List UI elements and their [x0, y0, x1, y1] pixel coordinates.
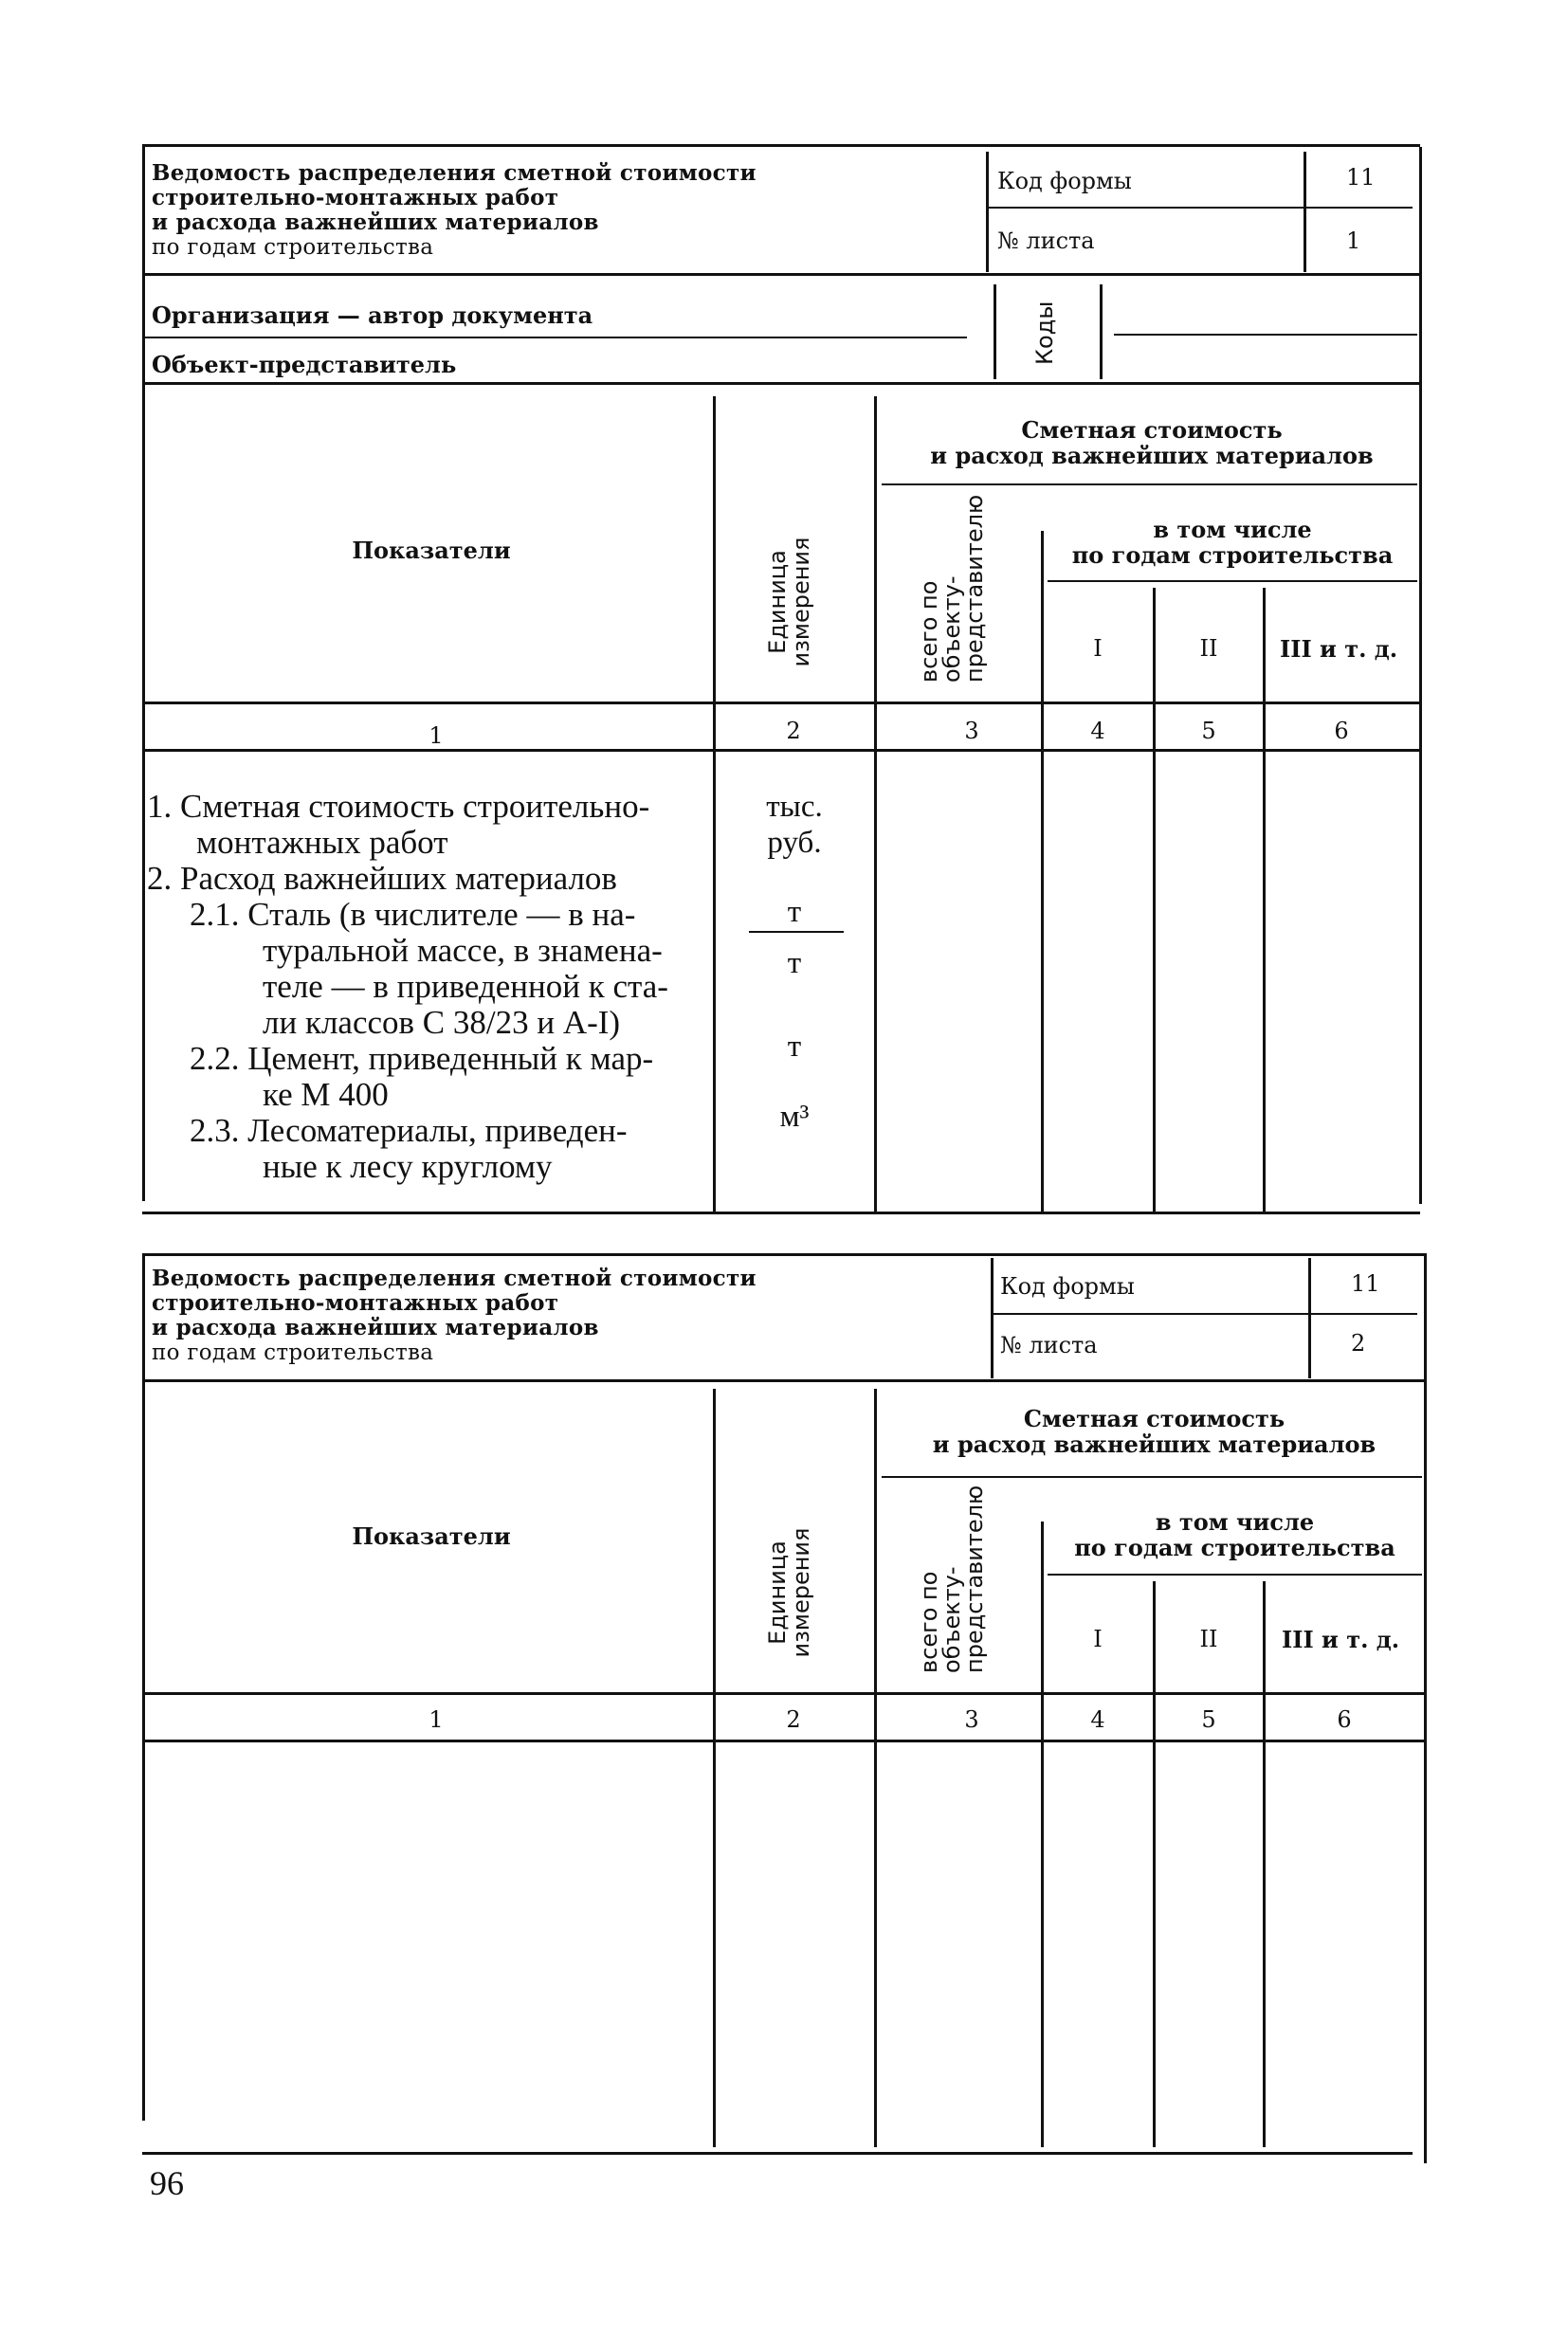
row-1: 1. Сметная стоимость строительно- монтажных работ 2. Расход важнейших материалов 2.1. Сталь (в числителе — в на- туральной массе, в знамена- теле — в приведенной к ста- ли классов С 38/23 и А-I) 2.2. Цемент, приведенный к мар- ке М 400 2.3. Лесоматериалы, приведен- ные к лесу круглому: [147, 788, 668, 1185]
form-2-cost-header: Сметная стоимость и расход важнейших материалов: [932, 1405, 1377, 1458]
cost-header: Сметная стоимость и расход важнейших материалов: [930, 416, 1374, 469]
form-1-title: Ведомость распределения сметной стоимости строительно-монтажных работ и расхода важнейших материалов по годам строительства: [152, 160, 757, 260]
page-number: 96: [150, 2164, 184, 2202]
form-2-code-value: 11: [1351, 1270, 1380, 1297]
form-2-title: Ведомость распределения сметной стоимости строительно-монтажных работ и расхода важнейших материалов по годам строительства: [152, 1266, 757, 1365]
form-2-col-num-2: 2: [786, 1706, 801, 1733]
form-2-col-num-4: 4: [1090, 1706, 1105, 1733]
form-2-year-3: III и т. д.: [1282, 1626, 1400, 1653]
col-num-2: 2: [786, 718, 801, 744]
col-num-3: 3: [964, 718, 979, 744]
indicators-header: Показатели: [352, 537, 511, 564]
form-2-sheet-value: 2: [1351, 1330, 1366, 1357]
total-header: всего по объекту-представителю: [916, 494, 988, 683]
codes-label: Коды: [1031, 301, 1058, 365]
unit-timber: м³: [779, 1100, 810, 1134]
org-author-label: Организация — автор документа: [152, 301, 593, 329]
col-num-6: 6: [1334, 718, 1349, 744]
form-code-value: 11: [1346, 164, 1376, 191]
form-2-indicators-header: Показатели: [352, 1522, 511, 1550]
form-2-col-num-1: 1: [428, 1706, 444, 1733]
year-3: III и т. д.: [1280, 635, 1398, 663]
year-2: II: [1199, 635, 1218, 662]
sheet-label: № листа: [997, 228, 1095, 254]
unit-cement: т: [787, 1030, 802, 1064]
col-num-4: 4: [1090, 718, 1105, 744]
unit-steel-top: т: [787, 895, 802, 929]
form-2-code-label: Код формы: [1000, 1273, 1135, 1300]
col-num-1: 1: [428, 722, 444, 749]
form-2-unit-header: Единица измерения: [764, 1527, 814, 1658]
sheet-value: 1: [1346, 228, 1361, 254]
object-rep-label: Объект-представитель: [152, 351, 457, 378]
form-2-year-2: II: [1199, 1626, 1218, 1652]
unit-header: Единица измерения: [764, 537, 814, 667]
form-2-col-num-5: 5: [1201, 1706, 1216, 1733]
form-2-total-header: всего по объекту-представителю: [916, 1485, 988, 1673]
unit-thous-rub: тыс. руб.: [766, 790, 823, 860]
col-num-5: 5: [1201, 718, 1216, 744]
form-2-including-header: в том числе по годам строительства: [1074, 1508, 1395, 1561]
unit-steel-bottom: т: [787, 946, 802, 980]
form-2-col-num-6: 6: [1337, 1706, 1352, 1733]
form-code-label: Код формы: [997, 168, 1132, 194]
form-2-col-num-3: 3: [964, 1706, 979, 1733]
year-1: I: [1093, 635, 1103, 662]
including-header: в том числе по годам строительства: [1071, 516, 1394, 569]
form-2-sheet-label: № листа: [1000, 1332, 1098, 1358]
form-2-year-1: I: [1093, 1626, 1103, 1652]
